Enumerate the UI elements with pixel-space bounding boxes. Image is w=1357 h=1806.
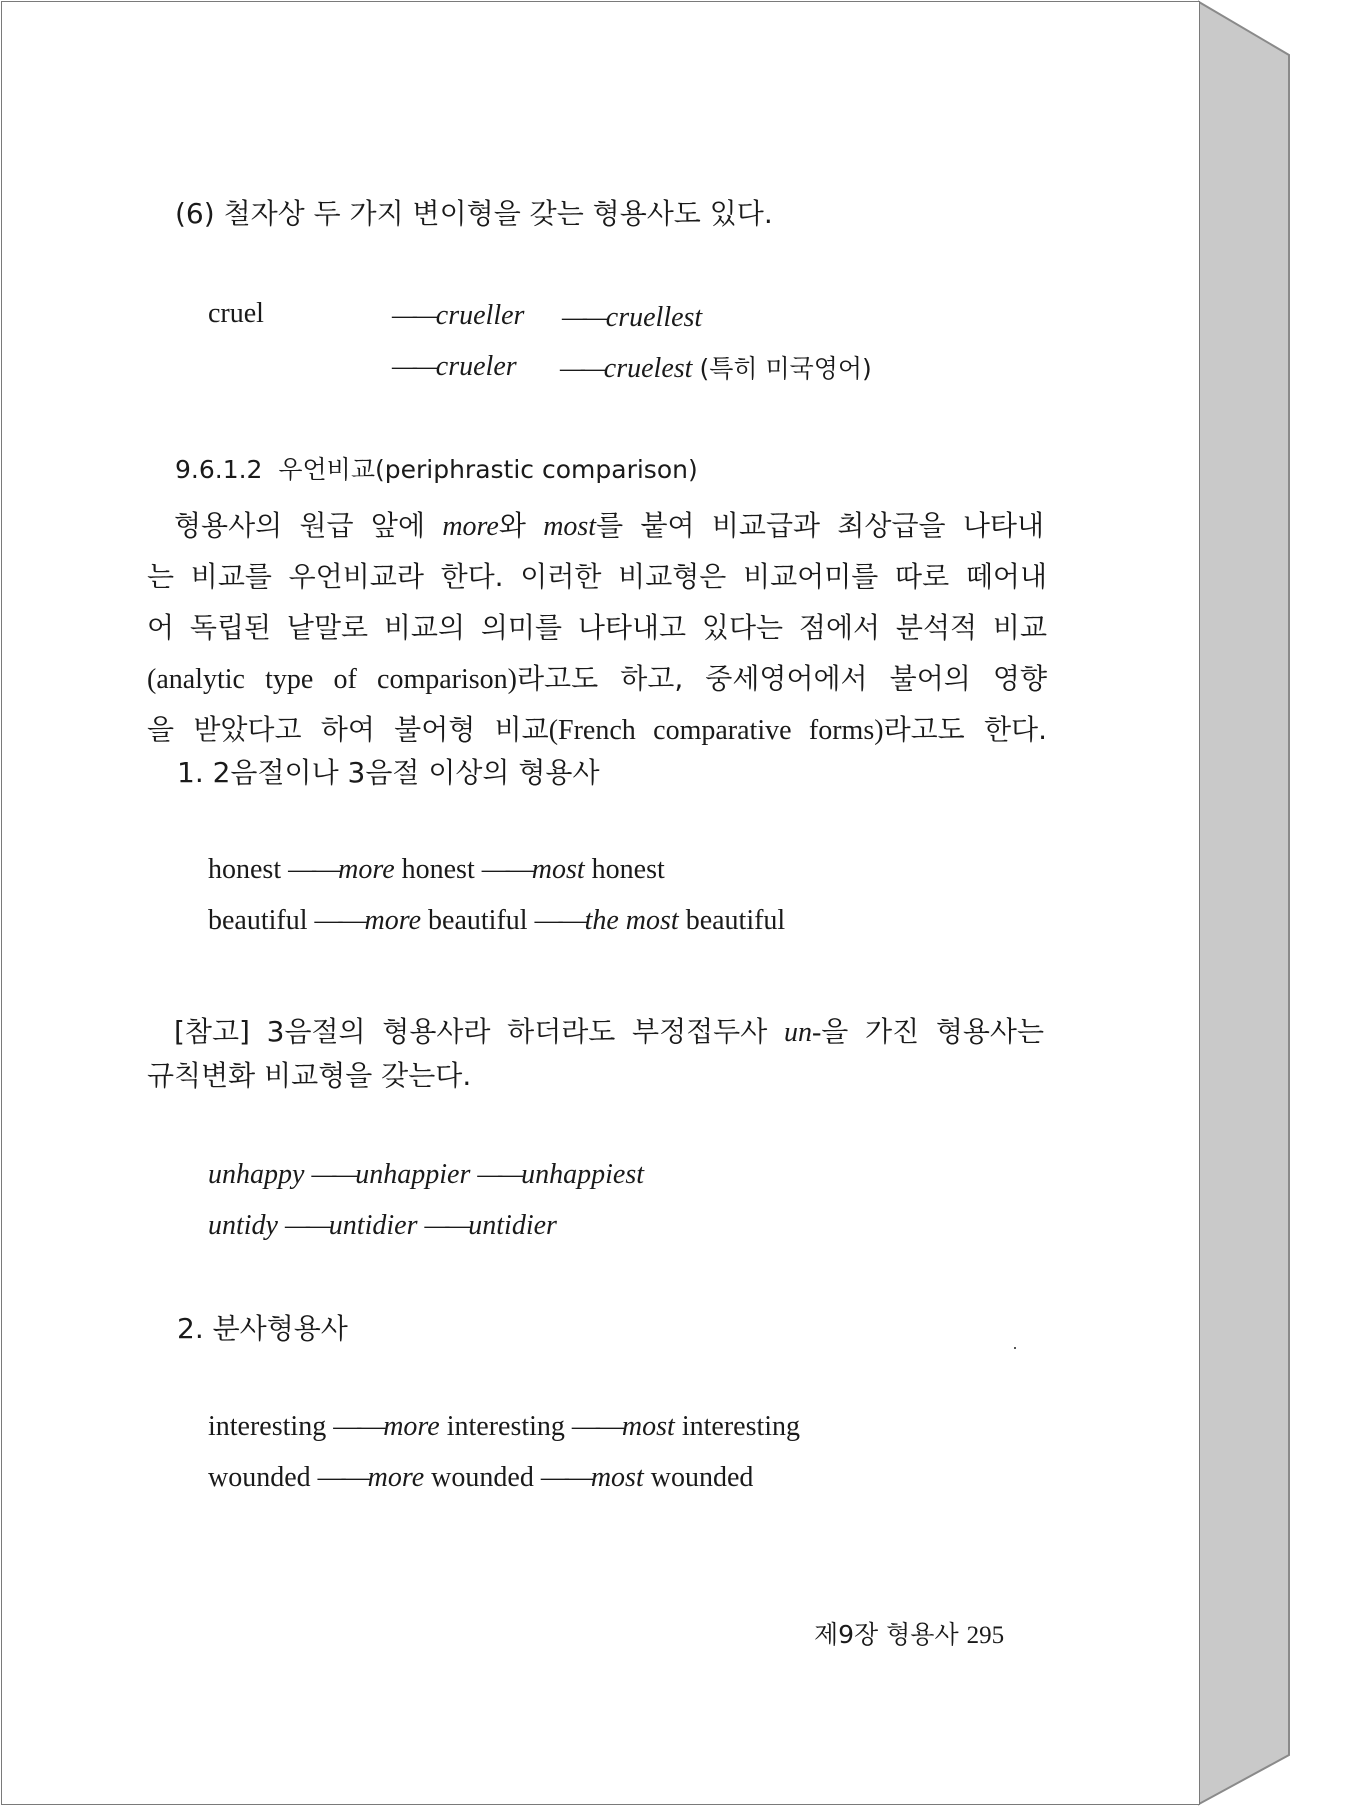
item-1-heading: 1. 2음절이나 3음절 이상의 형용사 xyxy=(177,756,600,789)
example-wounded: wounded —— more wounded —— most wounded xyxy=(208,1464,753,1492)
example-untidy: untidy —— untidier —— untidier xyxy=(208,1212,557,1240)
example-interesting: interesting —— more interesting —— most interesting xyxy=(208,1413,800,1441)
cruel-row2-comparative: —— crueler xyxy=(392,353,517,381)
stray-dot-mark xyxy=(1014,1347,1016,1349)
paragraph-line-5: 을 받았다고 하여 불어형 비교(French comparative forms)라고도 한다. xyxy=(147,713,1047,746)
book-spine xyxy=(1199,2,1289,1804)
paragraph-line-2: 는 비교를 우언비교라 한다. 이러한 비교형은 비교어미를 따로 떼어내 xyxy=(147,560,1047,593)
item-2-heading: 2. 분사형용사 xyxy=(177,1312,348,1345)
example-honest: honest —— more honest —— most honest xyxy=(208,856,665,884)
book-page xyxy=(2,2,1199,1804)
cruel-row2-superlative: —— cruelest (특히 미국영어) xyxy=(560,355,872,383)
section-title: 9.6.1.2 우언비교(periphrastic comparison) xyxy=(175,455,698,484)
note-line-2: 규칙변화 비교형을 갖는다. xyxy=(147,1059,472,1092)
section-6-heading: (6) 철자상 두 가지 변이형을 갖는 형용사도 있다. xyxy=(175,197,773,230)
footer-chapter: 제9장 형용사 xyxy=(814,1620,959,1649)
page-number: 295 xyxy=(966,1622,1005,1649)
cruel-base: cruel xyxy=(208,298,264,329)
example-unhappy: unhappy —— unhappier —— unhappiest xyxy=(208,1161,644,1189)
paragraph-line-1: 형용사의 원급 앞에 more와 most를 붙여 비교급과 최상급을 나타내 xyxy=(174,509,1044,542)
page-footer xyxy=(814,1622,1004,1648)
paragraph-line-3: 어 독립된 낱말로 비교의 의미를 나타내고 있다는 점에서 분석적 비교 xyxy=(147,611,1047,644)
cruel-row1-comparative: —— crueller xyxy=(392,302,524,330)
example-beautiful: beautiful —— more beautiful —— the most beautiful xyxy=(208,907,785,935)
note-line-1: [참고] 3음절의 형용사라 하더라도 부정접두사 un-을 가진 형용사는 xyxy=(174,1015,1045,1048)
paragraph-line-4: (analytic type of comparison)라고도 하고, 중세영어에서 불어의 영향 xyxy=(147,662,1048,695)
cruel-row1-superlative: —— cruellest xyxy=(562,304,702,332)
